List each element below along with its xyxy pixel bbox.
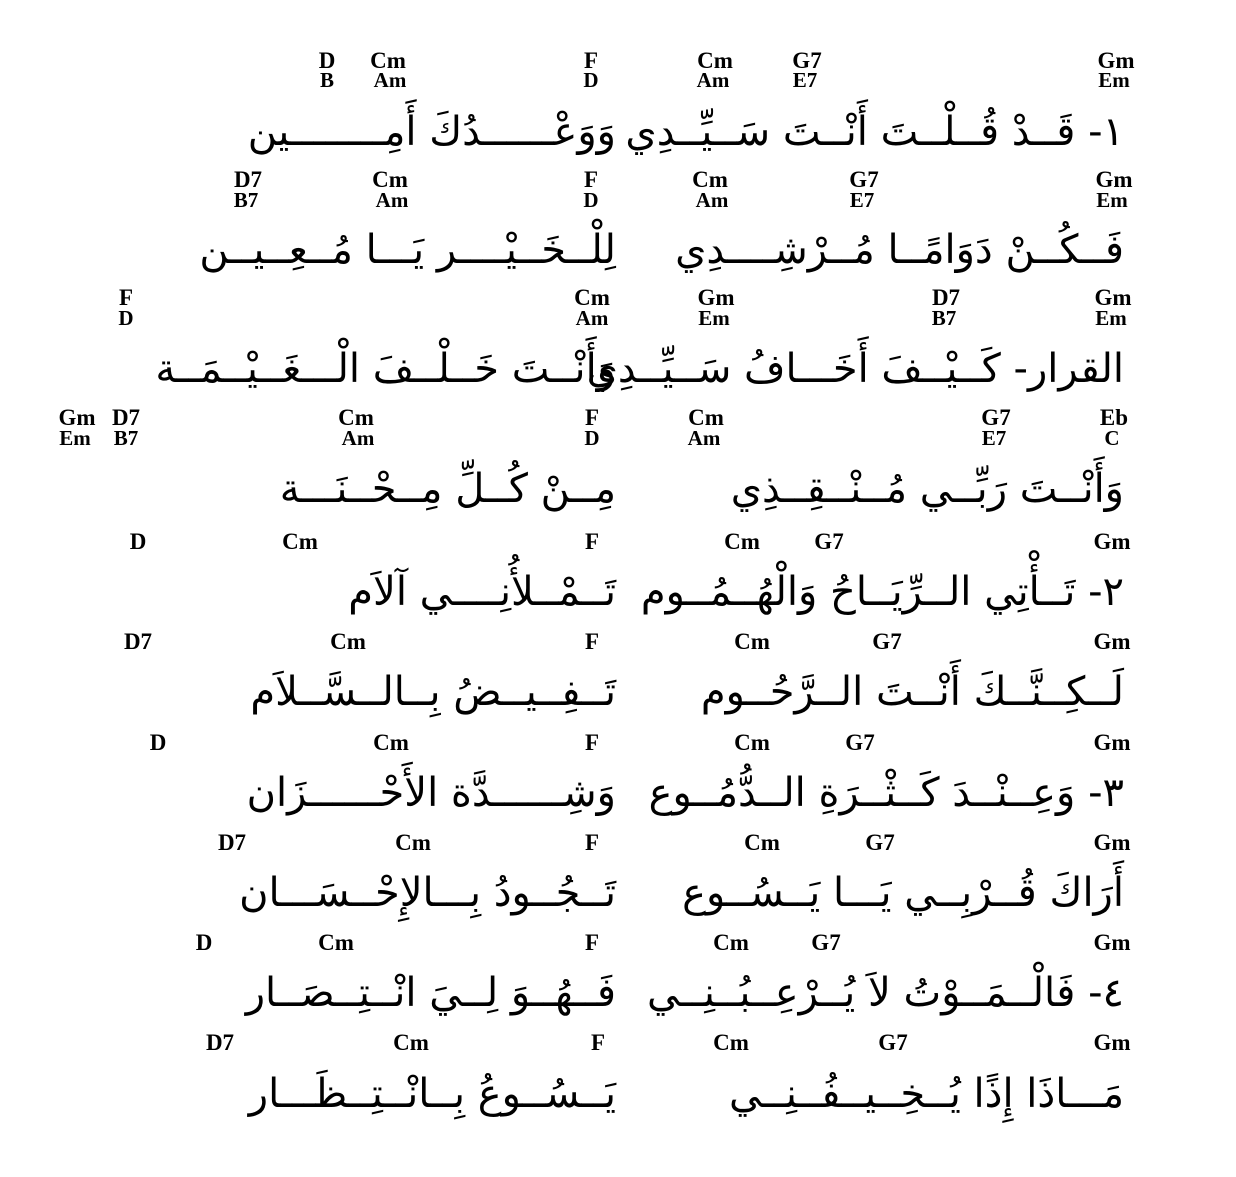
lyric-left: وَوَعْــــــدُكَ أَمِــــــــين	[247, 109, 616, 155]
lyric-left: مِــنْ كُــلِّ مِــحْــنَـــة	[279, 466, 616, 512]
chord: Cm	[697, 48, 733, 73]
lyric-right: مَـــاذَا إِذًا يُــخِــيــفُــنِــي	[728, 1071, 1124, 1117]
lyric-left: وَأَنْــتَ خَــلْــفَ الْـــغَــيْــمَــة	[155, 346, 616, 392]
chord: Cm	[318, 930, 354, 955]
chord: Cm	[692, 167, 728, 192]
chord: F	[584, 405, 600, 430]
chord: Gm	[1093, 529, 1131, 554]
lyric-right: ٤- فَالْــمَــوْتُ لاَ يُــرْعِــبُــنِــي	[647, 970, 1124, 1016]
chord: Gm	[1093, 930, 1131, 955]
chord-alt: E7	[792, 68, 818, 92]
chord: G7	[981, 405, 1011, 430]
chord: Gm	[1093, 830, 1131, 855]
chord: F	[584, 830, 600, 855]
chord: Eb	[1099, 405, 1129, 430]
chord: Gm	[1093, 629, 1131, 654]
lyric-right: القرار- كَــيْــفَ أَخَـــافُ سَــيِّــدِي	[586, 346, 1124, 392]
lyric-right: لَــكِــنَّــكَ أَنْــتَ الــرَّحُــوم	[700, 669, 1124, 715]
lyric-left: تَــجُــودُ بِـــالإِحْــسَـــان	[239, 870, 616, 916]
chord-alt: D	[118, 306, 134, 330]
chord: F	[590, 1030, 606, 1055]
chord-alt: Em	[1096, 188, 1128, 212]
lyric-right: ١- قَــدْ قُــلْــتَ أَنْــتَ سَــيِّــدِي	[625, 109, 1124, 155]
chord: G7	[811, 930, 841, 955]
chord-alt: Am	[696, 68, 730, 92]
chord: Cm	[724, 529, 760, 554]
chord-alt: D	[583, 68, 599, 92]
chord-alt: D	[583, 188, 599, 212]
chord-alt: Am	[575, 306, 609, 330]
chord: G7	[814, 529, 844, 554]
chord: D	[149, 730, 167, 755]
chord: Gm	[58, 405, 96, 430]
lyric-right: وَأَنْــتَ رَبِّــي مُــنْــقِــذِي	[730, 466, 1124, 512]
chord: F	[584, 529, 600, 554]
chord: Cm	[688, 405, 724, 430]
chord: G7	[878, 1030, 908, 1055]
chord: Cm	[734, 730, 770, 755]
chord: Gm	[1093, 730, 1131, 755]
chord: G7	[872, 629, 902, 654]
chord: Cm	[713, 1030, 749, 1055]
chord: G7	[849, 167, 879, 192]
chord-alt: D	[584, 426, 600, 450]
chord-alt: Am	[341, 426, 375, 450]
chord: F	[584, 930, 600, 955]
chord-alt: Am	[375, 188, 409, 212]
chord-alt: Em	[59, 426, 91, 450]
chord: Gm	[1095, 167, 1133, 192]
chord: D	[195, 930, 213, 955]
lyric-left: وَشِــــــدَّة الأَحْــــــزَان	[246, 770, 616, 816]
chord-alt: Am	[687, 426, 721, 450]
chord: Gm	[697, 285, 735, 310]
lyric-left: تَــفِــيــضُ بِــالــسَّــلاَم	[250, 669, 616, 715]
chord: D7	[217, 830, 247, 855]
chord: G7	[865, 830, 895, 855]
lyric-left: يَــسُــوعُ بِــانْــتِــظَـــار	[248, 1071, 616, 1117]
chord: Cm	[330, 629, 366, 654]
chord: D7	[233, 167, 263, 192]
chord: Cm	[338, 405, 374, 430]
lyric-left: فَــهُــوَ لِــيَ انْــتِــصَــار	[245, 970, 616, 1016]
chord: Cm	[744, 830, 780, 855]
chord: Cm	[574, 285, 610, 310]
lyric-right: أَرَاكَ قُــرْبِــي يَـــا يَــسُــوع	[682, 870, 1124, 916]
chord-alt: B7	[113, 426, 139, 450]
chord-alt: Em	[1098, 68, 1130, 92]
chord: D	[318, 48, 336, 73]
chord: Cm	[393, 1030, 429, 1055]
chord: F	[583, 167, 599, 192]
chord-alt: B7	[931, 306, 957, 330]
chord: G7	[845, 730, 875, 755]
chord: Gm	[1093, 1030, 1131, 1055]
chord: F	[583, 48, 599, 73]
chord: Cm	[734, 629, 770, 654]
chord: Cm	[282, 529, 318, 554]
lyric-left: تَــمْــلأُنِــــي آلاَم	[348, 569, 616, 615]
chord-alt: E7	[849, 188, 875, 212]
chord: F	[584, 629, 600, 654]
chord: D7	[123, 629, 153, 654]
chord: Cm	[372, 167, 408, 192]
chord: Cm	[370, 48, 406, 73]
chord-alt: Em	[1095, 306, 1127, 330]
chord: F	[118, 285, 134, 310]
chord: Cm	[373, 730, 409, 755]
chord: Cm	[395, 830, 431, 855]
chord: Cm	[713, 930, 749, 955]
chord-alt: Am	[373, 68, 407, 92]
chord-alt: E7	[981, 426, 1007, 450]
chord: G7	[792, 48, 822, 73]
lyric-right: ٣- وَعِــنْــدَ كَــثْــرَةِ الــدُّمُــوع	[648, 770, 1124, 816]
lyric-right: فَــكُــنْ دَوَامًــا مُــرْشِــــدِي	[675, 227, 1124, 273]
chord: D7	[931, 285, 961, 310]
chord: D7	[205, 1030, 235, 1055]
chord-alt: Am	[695, 188, 729, 212]
chord-alt: Em	[698, 306, 730, 330]
chord-alt: B	[319, 68, 335, 92]
lyric-right: ٢- تَــأْتِي الــرِّيَــاحُ وَالْهُــمُــوم	[640, 569, 1124, 615]
lyric-left: لِلْــخَــيْــــر يَـــا مُــعِــيــن	[199, 227, 616, 273]
chord: D	[129, 529, 147, 554]
chord: Gm	[1097, 48, 1135, 73]
chord: F	[584, 730, 600, 755]
chord: D7	[111, 405, 141, 430]
chord-alt: B7	[233, 188, 259, 212]
chord: Gm	[1094, 285, 1132, 310]
chord-alt: C	[1104, 426, 1120, 450]
